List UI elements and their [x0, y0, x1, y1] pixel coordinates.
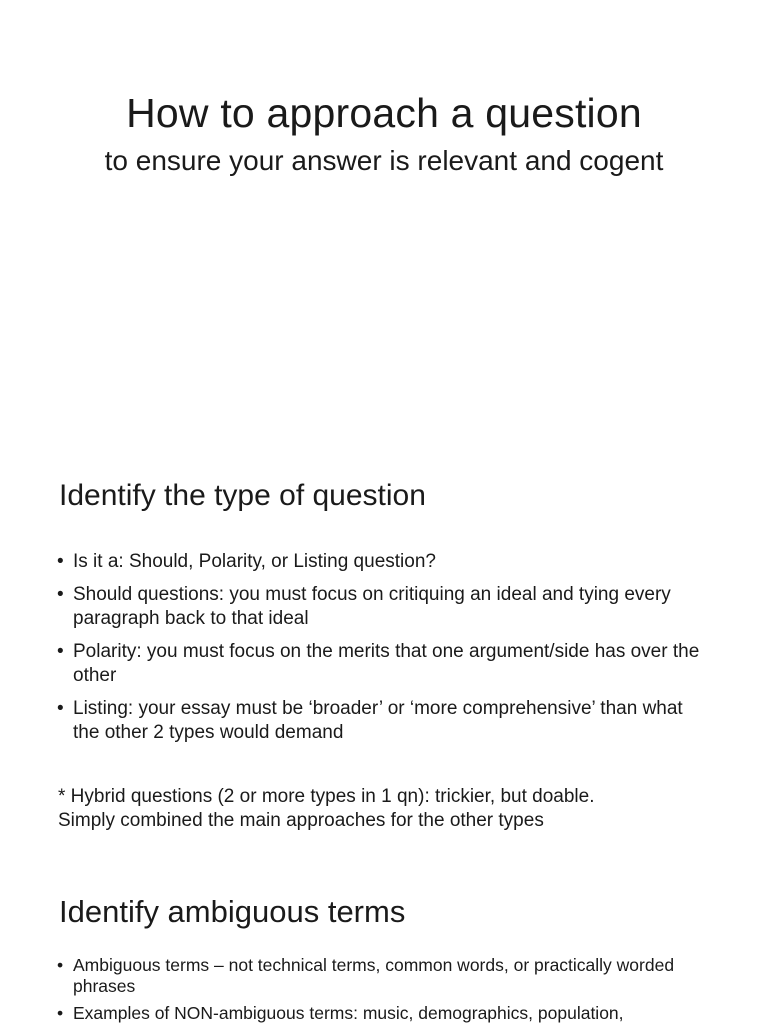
- note-line: Simply combined the main approaches for the other types: [58, 810, 544, 831]
- list-item: [57, 955, 707, 997]
- bullet-text: Listing: your essay must be ‘broader’ or ‘more comprehensive’ than what the other 2 types would demand: [73, 698, 683, 743]
- list-item: [57, 550, 707, 574]
- bullet-list: [57, 550, 707, 754]
- bullet-text: Should questions: you must focus on critiquing an ideal and tying every paragraph back to that ideal: [73, 584, 671, 629]
- bullet-icon: •: [57, 698, 64, 719]
- presentation-subtitle: to ensure your answer is relevant and cogent: [104, 145, 664, 176]
- bullet-text: Ambiguous terms – not technical terms, common words, or practically worded phrases: [73, 955, 675, 996]
- list-item: [57, 697, 707, 745]
- list-item: [57, 1003, 707, 1024]
- bullet-icon: •: [57, 551, 64, 572]
- bullet-icon: •: [57, 584, 64, 605]
- hybrid-note: [58, 785, 718, 833]
- bullet-icon: •: [57, 641, 64, 662]
- note-line: * Hybrid questions (2 or more types in 1 qn): trickier, but doable.: [58, 786, 595, 807]
- bullet-list: [57, 955, 707, 1030]
- title-slide: [0, 0, 768, 440]
- bullet-icon: •: [57, 955, 64, 975]
- bullet-icon: •: [57, 1003, 64, 1023]
- bullet-text: Is it a: Should, Polarity, or Listing question?: [73, 551, 436, 572]
- bullet-text: Polarity: you must focus on the merits that one argument/side has over the other: [73, 641, 700, 686]
- list-item: [57, 583, 707, 631]
- list-item: [57, 640, 707, 688]
- slide-heading: Identify the type of question: [59, 479, 426, 512]
- bullet-text: Examples of NON-ambiguous terms: music, demographics, population,: [73, 1003, 624, 1023]
- presentation-title: How to approach a question: [126, 90, 642, 136]
- slide-heading: Identify ambiguous terms: [59, 894, 406, 929]
